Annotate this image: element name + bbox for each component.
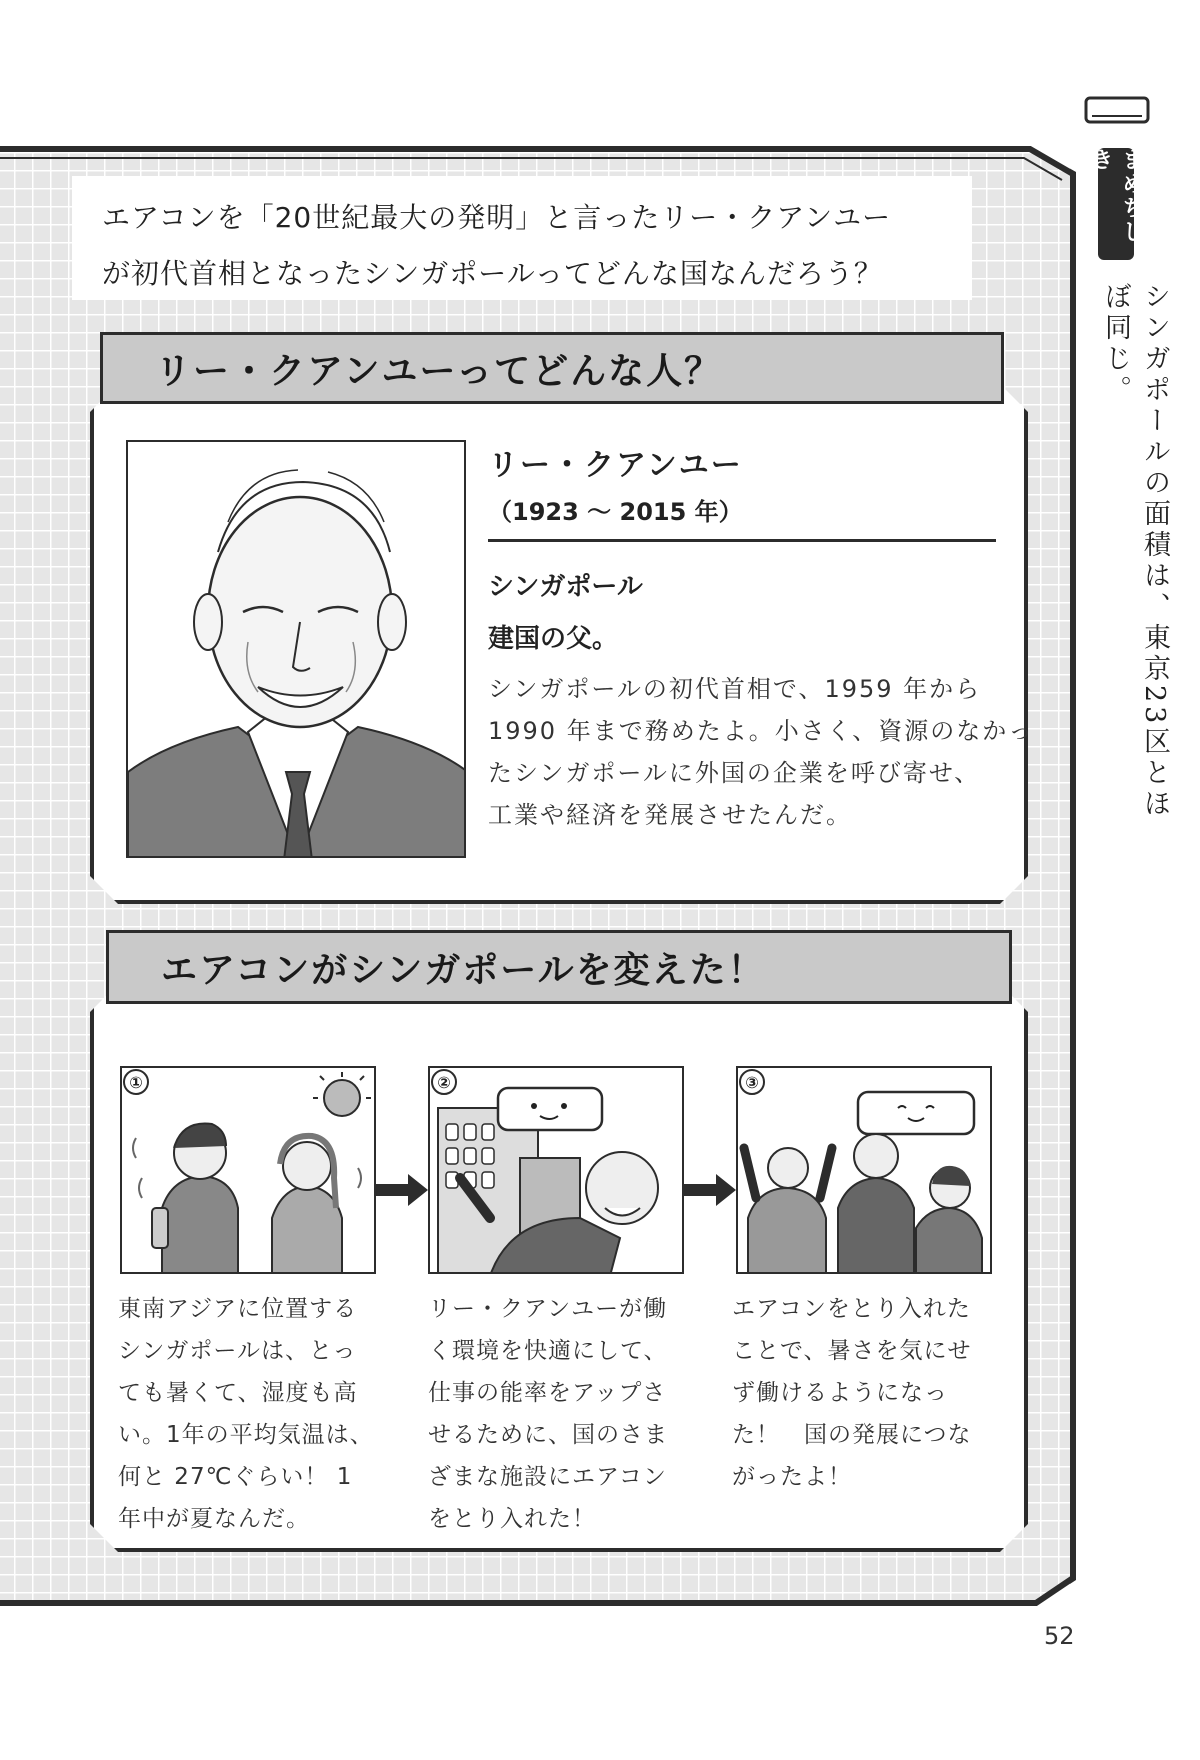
- arrow-right-icon: [682, 1172, 738, 1208]
- section-heading-profile-text: リー・クアンユーってどんな人？: [155, 350, 723, 392]
- panel-caption-3: [732, 1288, 992, 1498]
- caption-line: がったよ！: [732, 1464, 852, 1490]
- caption-line: 年中が夏なんだ。: [118, 1506, 310, 1532]
- caption-line: 何と 27℃ぐらい！ 1: [118, 1464, 353, 1490]
- bio-line: シンガポールの初代首相で、1959 年から: [488, 675, 982, 703]
- person-name: リー・クアンユー: [488, 448, 743, 483]
- intro-line-1: エアコンを「20世紀最大の発明」と言ったリー・クアンユー: [102, 201, 892, 234]
- section-heading-aircon-text: エアコンがシンガポールを変えた！: [161, 949, 766, 991]
- caption-line: ても暑くて、湿度も高: [118, 1380, 358, 1406]
- comic-frame-1: [120, 1066, 376, 1274]
- caption-line: ことで、暑さを気にせ: [732, 1338, 972, 1364]
- caption-line: リー・クアンユーが働: [428, 1296, 668, 1322]
- caption-line: 仕事の能率をアップさ: [428, 1380, 667, 1406]
- trivia-text: シンガポールの面積は、東京23区とほぼ同じ。: [1100, 282, 1170, 821]
- panel-number-3: ③: [745, 1073, 759, 1092]
- caption-line: シンガポールは、とっ: [118, 1338, 357, 1364]
- caption-line: せるために、国のさま: [428, 1422, 668, 1448]
- caption-line: ざまな施設にエアコン: [428, 1464, 667, 1490]
- bio-line: たシンガポールに外国の企業を呼び寄せ、: [488, 759, 981, 787]
- bio-subtitle-1: シンガポール: [488, 572, 643, 602]
- comic-frame-2: [428, 1066, 684, 1274]
- page-number: 52: [1044, 1622, 1075, 1650]
- panel-caption-1: [118, 1288, 378, 1540]
- portrait-illustration: [126, 440, 466, 858]
- trivia-label: まめちしき: [1098, 148, 1134, 260]
- section-heading-aircon: [106, 930, 1012, 1004]
- intro-line-2: が初代首相となったシンガポールってどんな国なんだろう？: [102, 257, 883, 290]
- panel-caption-2: [428, 1288, 688, 1540]
- bio-divider: [488, 539, 996, 542]
- bio-line: 工業や経済を発展させたんだ。: [488, 801, 852, 829]
- bio-subtitle-2: 建国の父。: [488, 624, 619, 654]
- arrow-right-icon: [374, 1172, 430, 1208]
- caption-line: エアコンをとり入れた: [732, 1296, 971, 1322]
- comic-frame-3: [736, 1066, 992, 1274]
- air-conditioner-icon: [1084, 96, 1150, 126]
- caption-line: く環境を快適にして、: [428, 1338, 668, 1364]
- caption-line: ず働けるようになっ: [732, 1380, 948, 1406]
- panel-number-2: ②: [437, 1073, 451, 1092]
- caption-line: をとり入れた！: [428, 1506, 596, 1532]
- caption-line: い。1年の平均気温は、: [118, 1422, 374, 1448]
- bio-line: 1990 年まで務めたよ。小さく、資源のなかっ: [488, 717, 1035, 745]
- section-heading-profile: [100, 332, 1004, 404]
- caption-line: た！ 国の発展につな: [732, 1422, 972, 1448]
- intro-box: [72, 176, 972, 300]
- person-years: （1923 ～ 2015 年）: [488, 498, 743, 526]
- panel-number-1: ①: [129, 1073, 143, 1092]
- caption-line: 東南アジアに位置する: [118, 1296, 358, 1322]
- bio-body: [488, 668, 1035, 836]
